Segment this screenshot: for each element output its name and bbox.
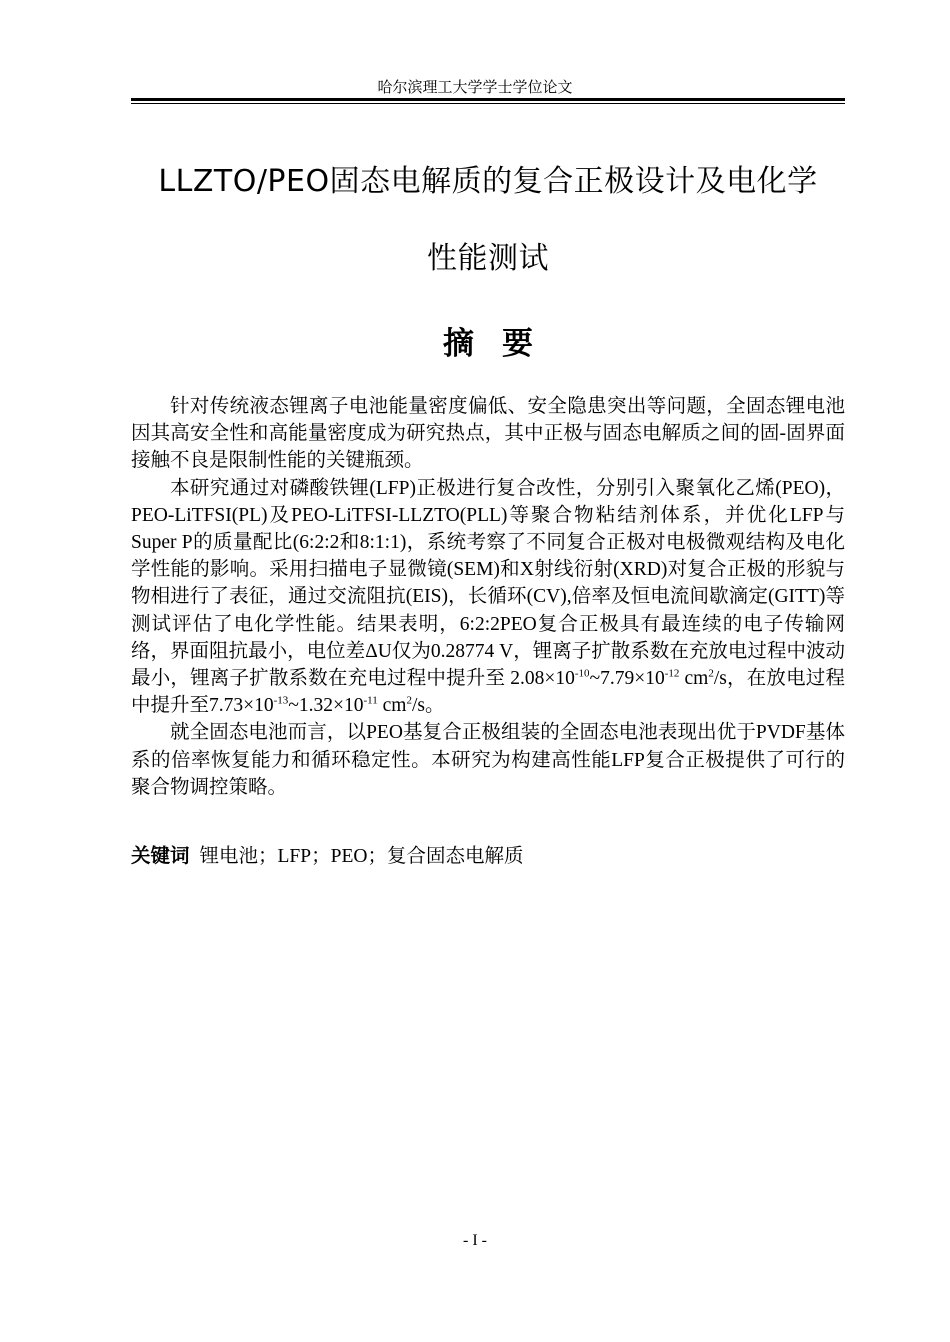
abstract-paragraph-1: 针对传统液态锂离子电池能量密度偏低、安全隐患突出等问题，全固态锂电池因其高安全性和高能量密度成为研究热点，其中正极与固态电解质之间的固-固界面接触不良是限制性能的关键瓶颈。 bbox=[131, 396, 845, 472]
charge-diffusion-unit: cm bbox=[679, 668, 709, 690]
discharge-diffusion-value-1: 7.73×10 bbox=[209, 695, 274, 717]
charge-diffusion-exponent-2: -12 bbox=[664, 667, 680, 680]
thesis-title-line-1: LLZTO/PEO固态电解质的复合正极设计及电化学 bbox=[158, 164, 818, 199]
discharge-diffusion-unit-exponent: 2 bbox=[406, 694, 412, 707]
charge-diffusion-value-2: ~7.79×10 bbox=[589, 668, 665, 690]
abstract-heading: 摘要 bbox=[443, 326, 561, 362]
thesis-title-line-2: 性能测试 bbox=[427, 241, 549, 276]
charge-diffusion-value-1: 2.08×10 bbox=[510, 668, 575, 690]
page-number: - I - bbox=[463, 1232, 487, 1249]
abstract-paragraph-2-text: 本研究通过对磷酸铁锂(LFP)正极进行复合改性，分别引入聚氧化乙烯(PEO)，PEO-LiTFSI(PL)及PEO-LiTFSI-LLZTO(PLL)等聚合物粘结剂体系，并优化LFP与Super P的质量配比(6:2:2和8:1:1)，系统考察了不同复合正极对电极微观结构及电化学性能的影响。采用扫描电子显微镜(SEM)和X射线衍射(XRD)对复合正极的形貌与物相进行了表征，通过交流阻抗(EIS)，长循环(CV),倍率及恒电流间歇滴定(GITT)等测试评估了电化学性能。结果表明，6:2:2PEO复合正极具有最连续的电子传输网络，界面阻抗最小，电位差ΔU仅为0.28774 V，锂离子扩散系数在充放电过程中波动最小，锂离子扩散系数在充电过程中提升至 bbox=[131, 477, 845, 690]
discharge-diffusion-unit: cm bbox=[377, 695, 407, 717]
abstract-paragraph-3: 就全固态电池而言，以PEO基复合正极组装的全固态电池表现出优于PVDF基体系的倍率恢复能力和循环稳定性。本研究为构建高性能LFP复合正极提供了可行的聚合物调控策略。 bbox=[131, 722, 845, 798]
keywords-label: 关键词 bbox=[131, 844, 190, 867]
abstract-body bbox=[131, 393, 845, 801]
discharge-diffusion-value-2: ~1.32×10 bbox=[288, 695, 364, 717]
charge-diffusion-unit-tail: /s，在放电过程中提升至 bbox=[131, 668, 845, 717]
charge-diffusion-unit-exponent: 2 bbox=[708, 667, 714, 680]
keywords-value: 锂电池；LFP；PEO；复合固态电解质 bbox=[199, 846, 524, 867]
discharge-diffusion-exponent-2: -11 bbox=[363, 694, 378, 707]
charge-diffusion-exponent-1: -10 bbox=[574, 667, 590, 680]
running-header: 哈尔滨理工大学学士学位论文 bbox=[377, 78, 573, 96]
header-rule-thin bbox=[131, 103, 845, 104]
abstract-paragraph-2 bbox=[131, 475, 845, 720]
header-rule-thick bbox=[131, 98, 845, 101]
discharge-diffusion-unit-tail: /s。 bbox=[411, 695, 445, 717]
discharge-diffusion-exponent-1: -13 bbox=[273, 694, 289, 707]
keywords-line bbox=[131, 842, 845, 870]
